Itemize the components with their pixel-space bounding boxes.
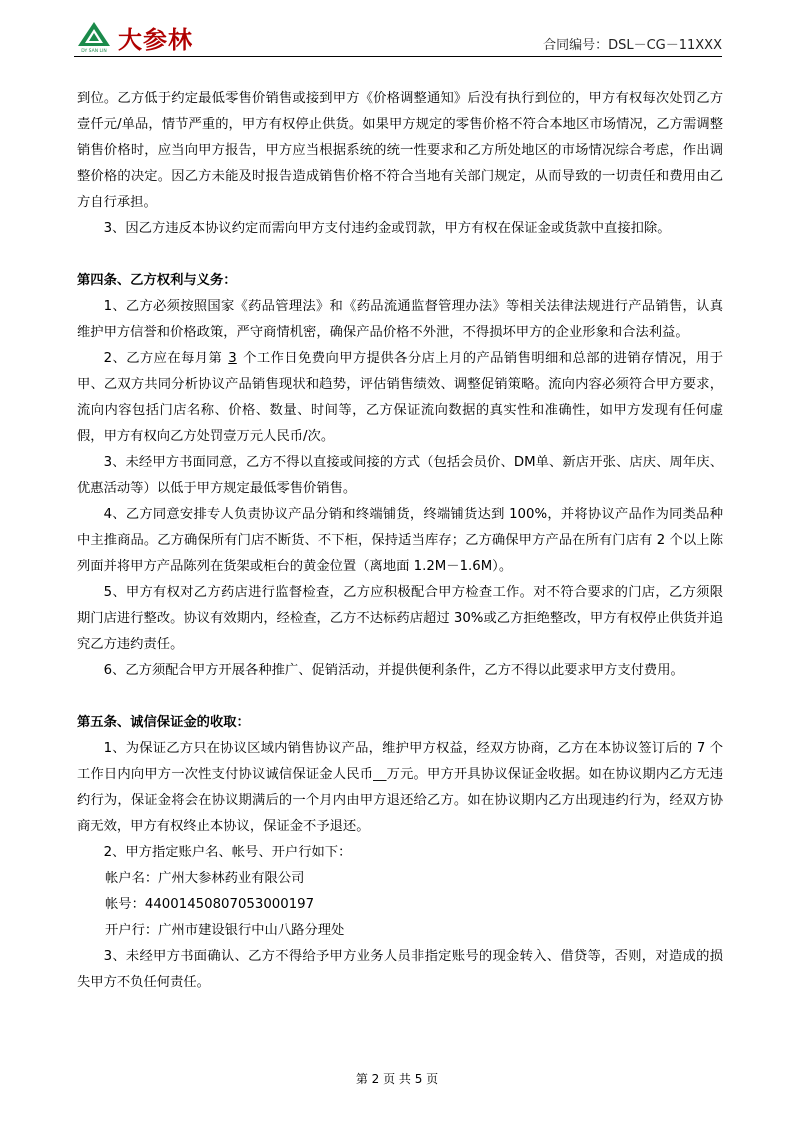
clause-4-4: 4、乙方同意安排专人负责协议产品分销和终端铺货，终端铺货达到 100%，并将协议产品作为同类品种中主推商品。乙方确保所有门店不断货、不下柜，保持适当库存；乙方确保甲方产品在所有门店有 2 个以上陈列面并将甲方产品陈列在货架或柜台的黄金位置（离地面 1.2M－1.6M）。 <box>77 507 723 574</box>
account-bank: 开户行：广州市建设银行中山八路分理处 <box>105 923 345 938</box>
clause-4-3: 3、未经甲方书面同意，乙方不得以直接或间接的方式（包括会员价、DM单、新店开张、店庆、周年庆、优惠活动等）以低于甲方规定最低零售价销售。 <box>77 455 723 496</box>
paragraph: 到位。乙方低于约定最低零售价销售或接到甲方《价格调整通知》后没有执行到位的，甲方有权每次处罚乙方壹仟元/单品，情节严重的，甲方有权停止供货。如果甲方规定的零售价格不符合本地区市场情况，乙方需调整销售价格时，应当向甲方报告，甲方应当根据系统的统一性要求和乙方所处地区的市场情况综合考虑，作出调整价格的决定。因乙方未能及时报告造成销售价格不符合当地有关部门规定，从而导致的一切责任和费用由乙方自行承担。 <box>77 91 723 210</box>
clause-4-6: 6、乙方须配合甲方开展各种推广、促销活动，并提供便利条件，乙方不得以此要求甲方支付费用。 <box>103 663 684 678</box>
clause-4-5: 5、甲方有权对乙方药店进行监督检查，乙方应积极配合甲方检查工作。对不符合要求的门店，乙方须限期门店进行整改。协议有效期内，经检查，乙方不达标药店超过 30%或乙方拒绝整改，甲方有权停止供货并追究乙方违约责任。 <box>77 585 723 652</box>
paragraph: 3、因乙方违反本协议约定而需向甲方支付违约金或罚款，甲方有权在保证金或货款中直接扣除。 <box>103 221 671 236</box>
logo-brand-text: 大参林 <box>118 25 193 54</box>
clause-4-2-text-a: 2、乙方应在每月第 <box>103 351 223 366</box>
account-number: 帐号：44001450807053000197 <box>105 897 315 912</box>
clause-4-1: 1、乙方必须按照国家《药品管理法》和《药品流通监督管理办法》等相关法律法规进行产品销售，认真维护甲方信誉和价格政策，严守商情机密，确保产品价格不外泄，不得损坏甲方的企业形象和合法利益。 <box>77 299 723 340</box>
clause-4-2-text-b: 个工作日免费向甲方提供各分店上月的产品销售明细和总部的进销存情况，用于甲、乙双方共同分析协议产品销售现状和趋势，评估销售绩效、调整促销策略。流向内容必须符合甲方要求，流向内容包括门店名称、价格、数量、时间等，乙方保证流向数据的真实性和准确性，如甲方发现有任何虚假，甲方有权向乙方处罚壹万元人民币/次。 <box>77 351 724 444</box>
contract-number: 合同编号：DSL－CG－11XXX <box>543 38 722 53</box>
clause-4-2 <box>77 346 723 450</box>
logo-subtext: DY SAN LIN <box>81 49 107 54</box>
account-name: 帐户名：广州大参林药业有限公司 <box>105 871 305 886</box>
section-title-5: 第五条、诚信保证金的收取： <box>77 715 250 730</box>
clause-5-3: 3、未经甲方书面确认、乙方不得给予甲方业务人员非指定账号的现金转入、借贷等，否则，对造成的损失甲方不负任何责任。 <box>77 949 723 990</box>
page-header <box>74 20 722 57</box>
clause-5-1: 1、为保证乙方只在协议区域内销售协议产品，维护甲方权益，经双方协商，乙方在本协议签订后的 7 个工作日内向甲方一次性支付协议诚信保证金人民币__万元。甲方开具协议保证金收据。如在协议期内乙方无违约行为，保证金将会在协议期满后的一个月内由甲方退还给乙方。如在协议期内乙方出现违约行为，经双方协商无效，甲方有权终止本协议，保证金不予退还。 <box>77 741 723 834</box>
company-logo <box>74 20 114 54</box>
section-title-4: 第四条、乙方权利与义务： <box>77 273 237 288</box>
clause-5-2: 2、甲方指定账户名、帐号、开户行如下： <box>103 845 352 860</box>
report-day-value: 3 <box>228 351 237 366</box>
page-number: 第 2 页 共 5 页 <box>355 1072 439 1086</box>
document-body <box>77 86 723 996</box>
